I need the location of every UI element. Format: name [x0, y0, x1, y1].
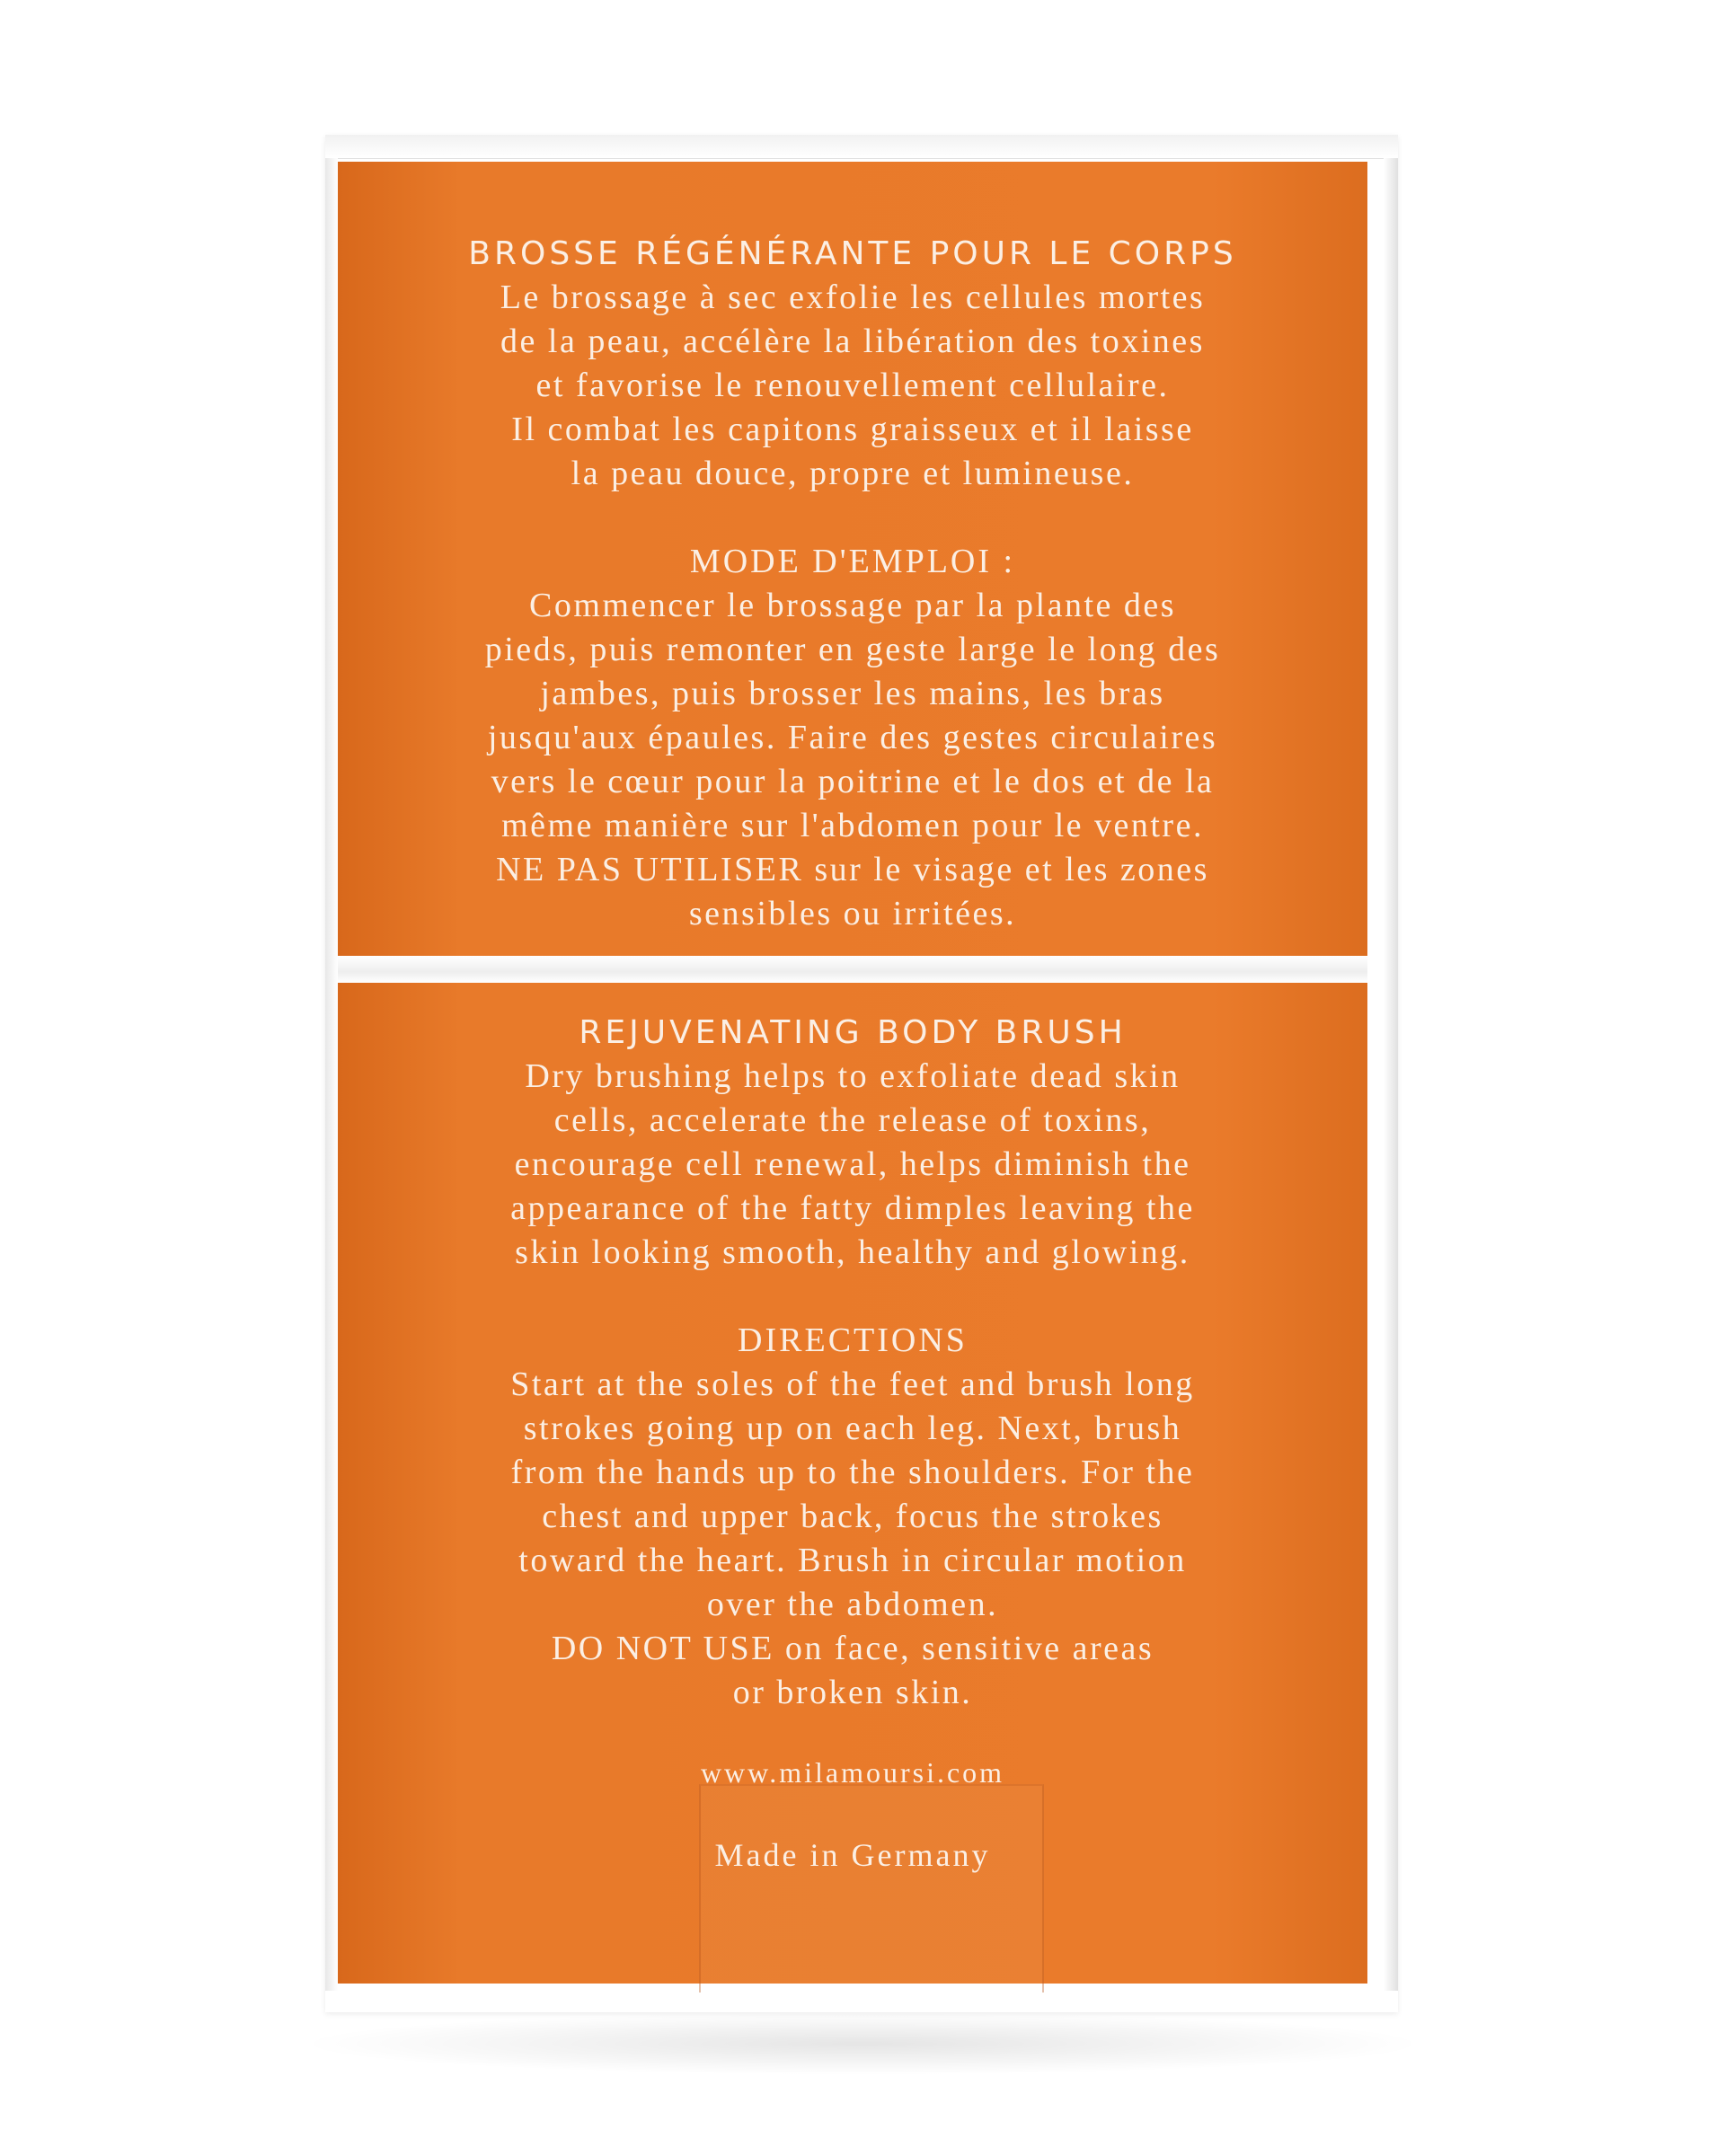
- made-in-text: Made in Germany: [714, 1837, 991, 1873]
- english-description: Dry brushing helps to exfoliate dead skin cells, accelerate the release of toxins, encourage cell renewal, helps diminish the appearance of the fatty dimples leaving the skin looking smooth, healthy and glowing.: [510, 1057, 1195, 1271]
- french-title: BROSSE RÉGÉNÉRANTE POUR LE CORPS: [468, 235, 1237, 272]
- english-section: [338, 1011, 1367, 1715]
- english-directions-title: DIRECTIONS: [738, 1321, 968, 1359]
- label-divider: [338, 956, 1367, 983]
- english-directions: Start at the soles of the feet and brush long strokes going up on each leg. Next, brush from the hands up to the shoulders. For the chest and upper back, focus the strokes toward the heart. Brush in circular motion over the abdomen. DO NOT USE on face, sensitive areas or broken skin.: [510, 1365, 1195, 1711]
- floor-shadow: [296, 2012, 1429, 2075]
- box-top-flap: [325, 135, 1398, 159]
- french-description: Le brossage à sec exfolie les cellules mortes de la peau, accélère la libération des toxines et favorise le renouvellement cellulaire. Il combat les capitons graisseux et il laisse la peau douce, propre et lumineuse.: [500, 278, 1206, 492]
- seal-tape: [699, 1784, 1044, 1993]
- french-directions-title: MODE D'EMPLOI :: [689, 543, 1016, 580]
- french-section: [338, 232, 1367, 936]
- box-left-edge: [325, 158, 338, 1991]
- box-right-edge: [1384, 158, 1398, 1991]
- website-text: www.milamoursi.com: [700, 1756, 1005, 1789]
- french-directions: Commencer le brossage par la plante des pieds, puis remonter en geste large le long des jambes, puis brosser les mains, les bras jusqu'aux épaules. Faire des gestes circulaires vers le cœur pour la poitrine et le dos et de la même manière sur l'abdomen pour le ventre. NE PAS UTILISER sur le visage et les zones sensibles ou irritées.: [484, 587, 1221, 932]
- english-title: REJUVENATING BODY BRUSH: [579, 1014, 1127, 1051]
